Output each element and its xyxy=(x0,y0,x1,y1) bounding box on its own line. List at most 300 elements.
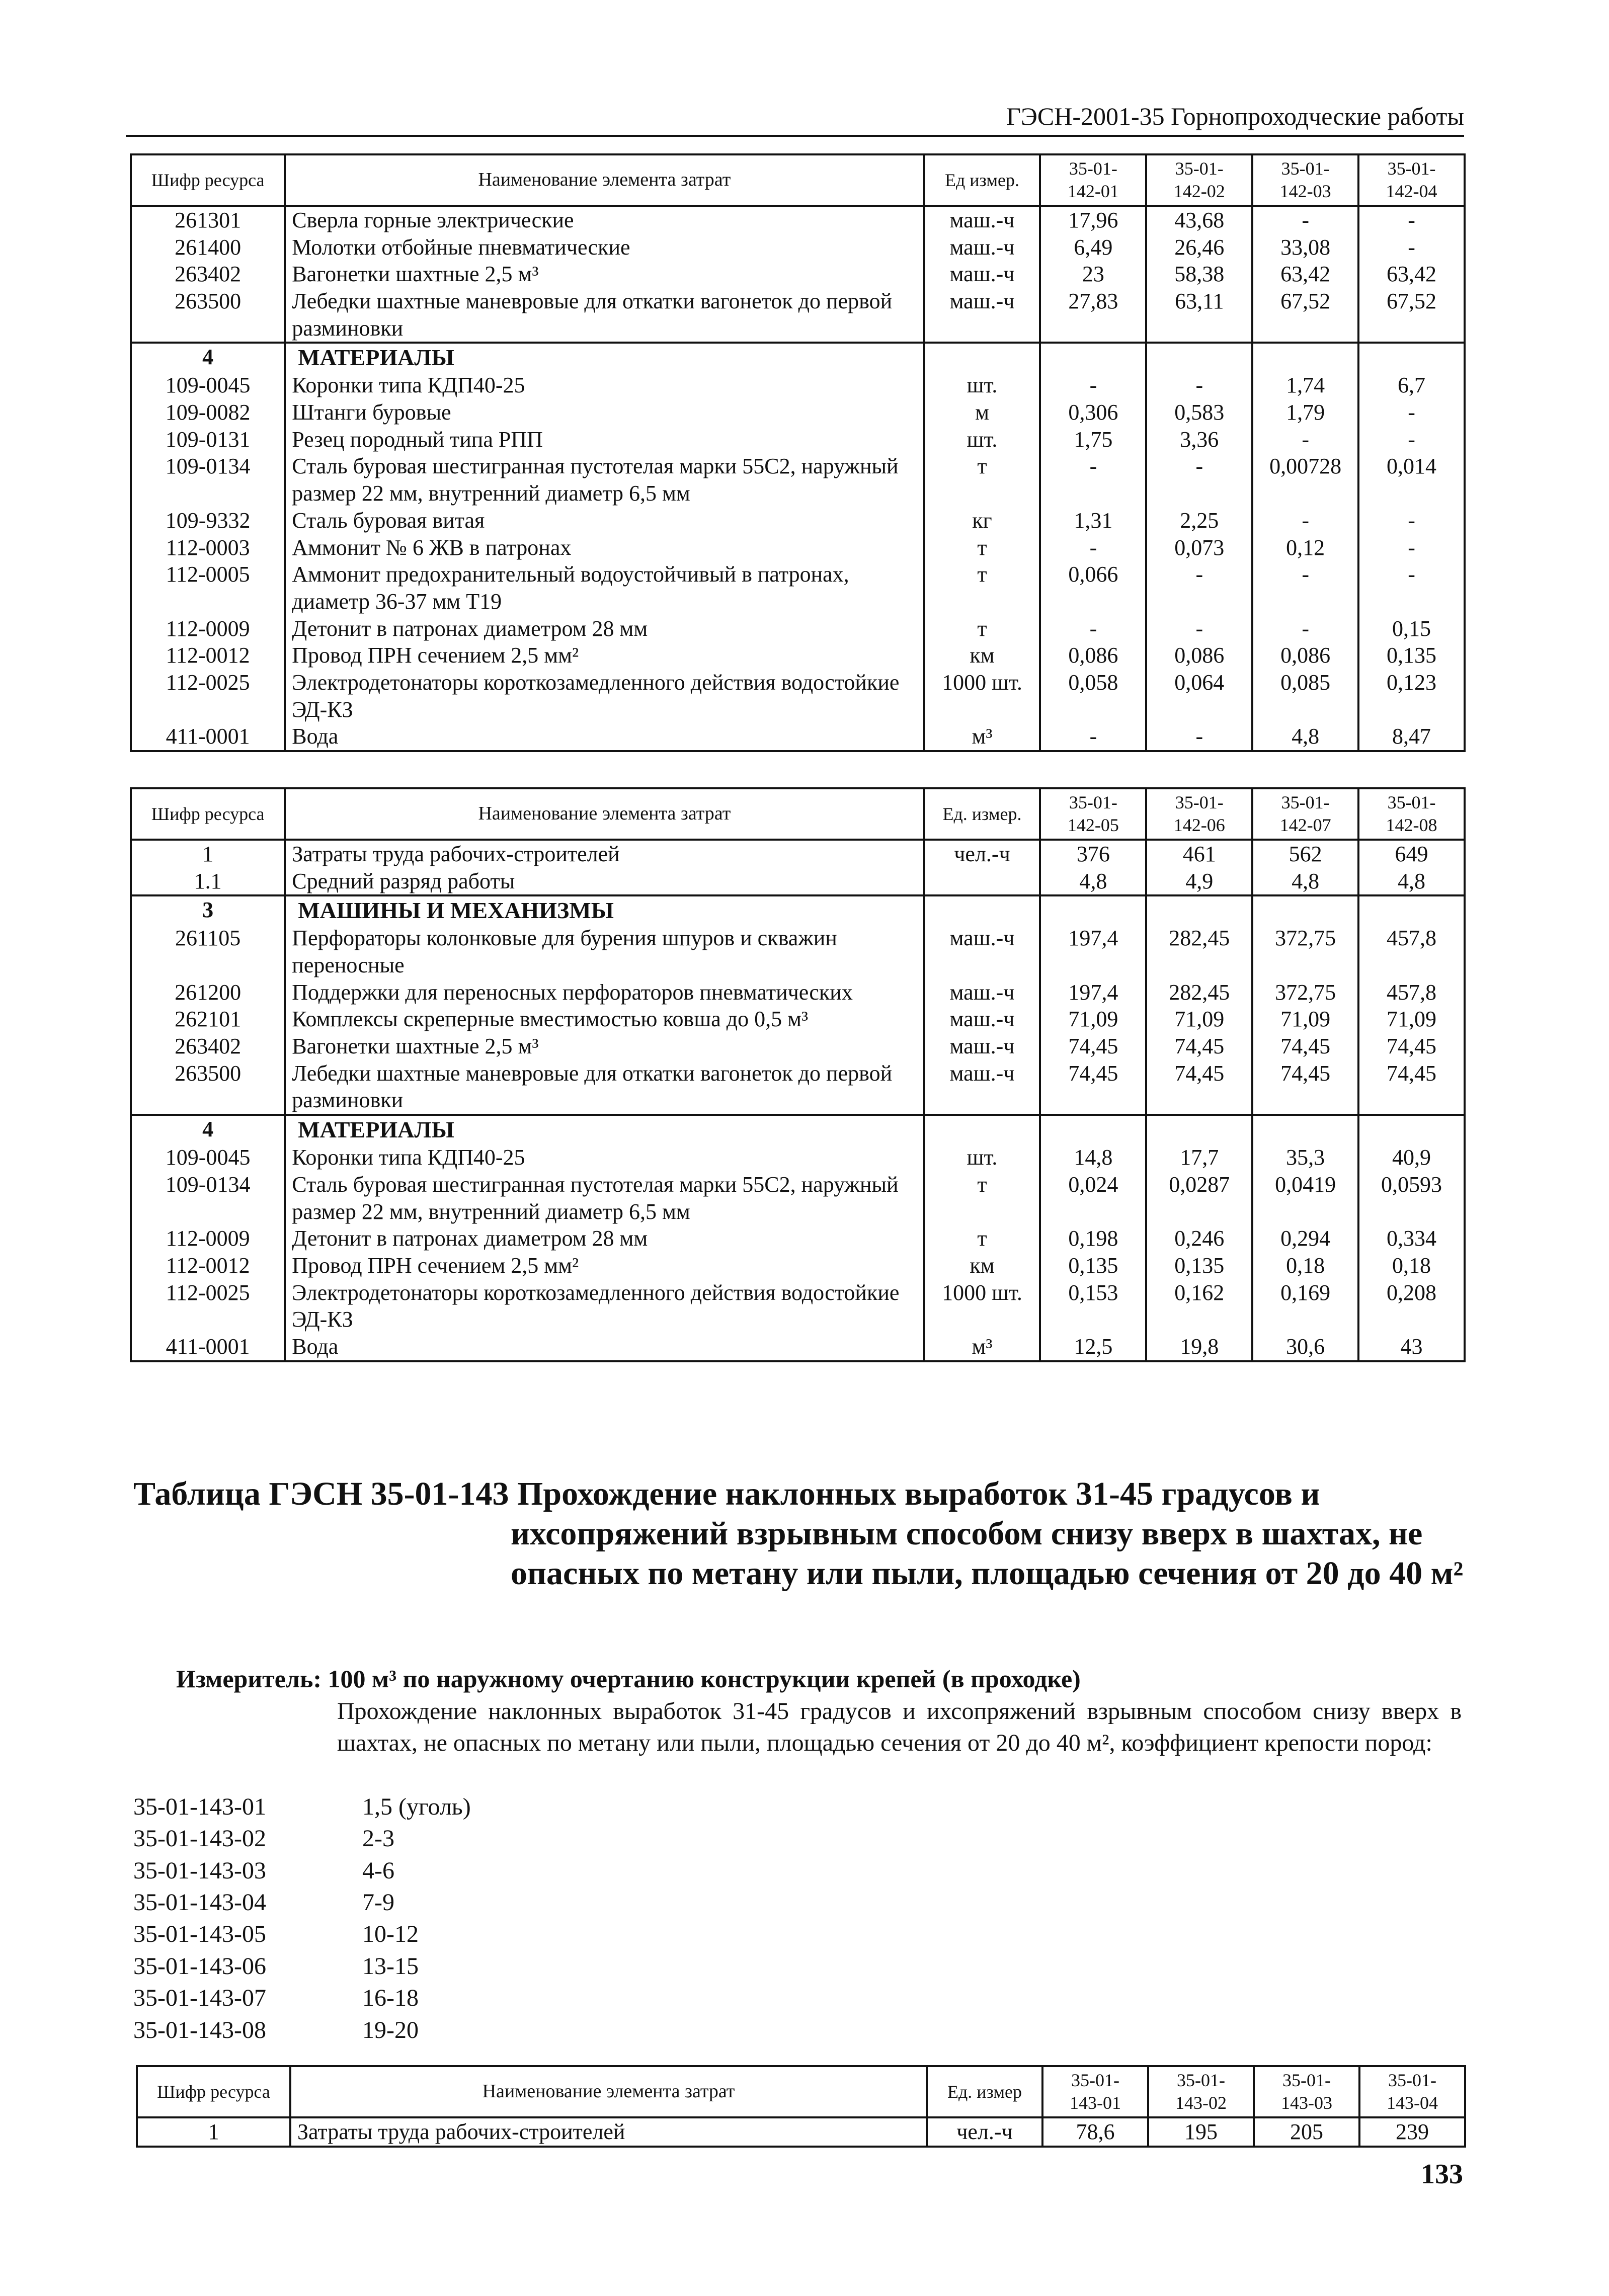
value-cell: 12,5 xyxy=(1040,1333,1146,1361)
unit-cell: маш.-ч xyxy=(924,206,1040,234)
resource-code: 261200 xyxy=(131,979,285,1006)
col-header-name: Наименование элемента затрат xyxy=(285,788,924,840)
value-cell: 58,38 xyxy=(1146,261,1252,288)
table-row xyxy=(137,2117,1465,2147)
unit-cell: маш.-ч xyxy=(924,1033,1040,1060)
unit-cell: маш.-ч xyxy=(924,234,1040,261)
table-row xyxy=(131,206,1465,234)
value-cell: 0,208 xyxy=(1358,1279,1465,1333)
resource-code: 261301 xyxy=(131,206,285,234)
col-header-name: Наименование элемента затрат xyxy=(285,154,924,206)
section-title-line1: Таблица ГЭСН 35-01-143 Прохождение наклонных выработок 31-45 градусов и xyxy=(133,1475,1320,1512)
norm-code-list xyxy=(133,1791,471,2046)
value-cell: 26,46 xyxy=(1146,234,1252,261)
value-cell: 71,09 xyxy=(1358,1006,1465,1033)
resource-name: Детонит в патронах диаметром 28 мм xyxy=(285,615,924,642)
norm-code-value: 13-15 xyxy=(362,1952,419,1980)
col-header-unit: Ед измер. xyxy=(924,154,1040,206)
value-cell: 4,8 xyxy=(1358,868,1465,896)
norm-code: 35-01-143-01 xyxy=(133,1793,266,1820)
resource-name: Лебедки шахтные маневровые для откатки вагонеток до первой разминовки xyxy=(285,1060,924,1115)
value-cell: 0,0287 xyxy=(1146,1171,1252,1225)
col-header-norm: 35-01- 143-03 xyxy=(1254,2066,1359,2117)
resource-code: 4 xyxy=(131,343,285,372)
value-cell: 0,18 xyxy=(1252,1252,1358,1279)
col-header-code: Шифр ресурса xyxy=(131,154,285,206)
norm-code-item xyxy=(133,1855,471,1887)
value-cell xyxy=(1252,343,1358,372)
norm-code: 35-01-143-08 xyxy=(133,2016,266,2043)
resource-name: Аммонит предохранительный водоустойчивый в патронах, диаметр 36-37 мм Т19 xyxy=(285,561,924,615)
value-cell: 461 xyxy=(1146,840,1252,868)
value-cell: 0,306 xyxy=(1040,399,1146,426)
value-cell: - xyxy=(1146,615,1252,642)
value-cell: 71,09 xyxy=(1252,1006,1358,1033)
resource-table-142-05-08 xyxy=(130,787,1466,1362)
table-row xyxy=(131,234,1465,261)
value-cell: - xyxy=(1252,426,1358,453)
resource-name: МАТЕРИАЛЫ xyxy=(285,343,924,372)
running-title: ГЭСН-2001-35 Горнопроходческие работы xyxy=(1006,102,1464,130)
value-cell: 372,75 xyxy=(1252,979,1358,1006)
value-cell: 67,52 xyxy=(1358,288,1465,343)
resource-code: 1 xyxy=(137,2117,290,2147)
unit-cell: т xyxy=(924,453,1040,507)
table-row xyxy=(131,642,1465,669)
resource-name: Лебедки шахтные маневровые для откатки вагонеток до первой разминовки xyxy=(285,288,924,343)
resource-code: 109-0134 xyxy=(131,453,285,507)
value-cell: - xyxy=(1252,507,1358,534)
resource-name: Молотки отбойные пневматические xyxy=(285,234,924,261)
value-cell: - xyxy=(1252,206,1358,234)
value-cell: 19,8 xyxy=(1146,1333,1252,1361)
value-cell: 376 xyxy=(1040,840,1146,868)
value-cell: 74,45 xyxy=(1358,1060,1465,1115)
value-cell: 1,75 xyxy=(1040,426,1146,453)
resource-name: Поддержки для переносных перфораторов пневматических xyxy=(285,979,924,1006)
value-cell: 2,25 xyxy=(1146,507,1252,534)
value-cell: 74,45 xyxy=(1146,1033,1252,1060)
value-cell: 0,135 xyxy=(1146,1252,1252,1279)
value-cell: 457,8 xyxy=(1358,925,1465,978)
col-header-norm: 35-01- 142-04 xyxy=(1358,154,1465,206)
table-row xyxy=(131,426,1465,453)
value-cell: 74,45 xyxy=(1252,1060,1358,1115)
table-row xyxy=(131,840,1465,868)
unit-cell xyxy=(924,895,1040,925)
value-cell: 195 xyxy=(1148,2117,1254,2147)
value-cell: - xyxy=(1358,234,1465,261)
col-header-unit: Ед. измер xyxy=(927,2066,1042,2117)
value-cell: 282,45 xyxy=(1146,979,1252,1006)
value-cell: 30,6 xyxy=(1252,1333,1358,1361)
table-row xyxy=(131,534,1465,561)
norm-code-value: 10-12 xyxy=(362,1921,419,1948)
norm-code: 35-01-143-05 xyxy=(133,1921,266,1948)
value-cell: 3,36 xyxy=(1146,426,1252,453)
table-row xyxy=(131,1225,1465,1252)
resource-name: Вода xyxy=(285,1333,924,1361)
resource-name: Сталь буровая шестигранная пустотелая марки 55С2, наружный размер 22 мм, внутренний диаметр 6,5 мм xyxy=(285,453,924,507)
value-cell: 197,4 xyxy=(1040,925,1146,978)
section-description: Прохождение наклонных выработок 31-45 градусов и ихсопряжений взрывным способом снизу вверх в шахтах, не опасных по метану или пыли, площадью сечения от 20 до 40 м², коэффициент крепости пород: xyxy=(337,1698,1462,1757)
resource-name: Детонит в патронах диаметром 28 мм xyxy=(285,1225,924,1252)
value-cell: 6,49 xyxy=(1040,234,1146,261)
unit-cell: чел.-ч xyxy=(924,840,1040,868)
value-cell: 71,09 xyxy=(1146,1006,1252,1033)
norm-code: 35-01-143-06 xyxy=(133,1952,266,1980)
value-cell: 457,8 xyxy=(1358,979,1465,1006)
section-row xyxy=(131,343,1465,372)
value-cell: - xyxy=(1040,534,1146,561)
table-row xyxy=(131,1033,1465,1060)
table-row xyxy=(131,868,1465,896)
measure-value: 100 м³ по наружному очертанию конструкции крепей (в проходке) xyxy=(328,1665,1081,1693)
table-row xyxy=(131,723,1465,751)
value-cell: 74,45 xyxy=(1040,1060,1146,1115)
table-row xyxy=(131,453,1465,507)
value-cell: 1,74 xyxy=(1252,372,1358,399)
resource-code: 109-0134 xyxy=(131,1171,285,1225)
col-header-norm: 35-01- 143-04 xyxy=(1359,2066,1465,2117)
resource-code: 262101 xyxy=(131,1006,285,1033)
unit-cell xyxy=(924,343,1040,372)
resource-code: 3 xyxy=(131,895,285,925)
value-cell: 4,9 xyxy=(1146,868,1252,896)
norm-code: 35-01-143-07 xyxy=(133,1985,266,2012)
resource-code: 263500 xyxy=(131,1060,285,1115)
value-cell: 0,0593 xyxy=(1358,1171,1465,1225)
norm-code: 35-01-143-03 xyxy=(133,1857,266,1884)
unit-cell: т xyxy=(924,534,1040,561)
value-cell: - xyxy=(1146,723,1252,751)
unit-cell: маш.-ч xyxy=(924,925,1040,978)
value-cell: 649 xyxy=(1358,840,1465,868)
value-cell: 0,135 xyxy=(1040,1252,1146,1279)
resource-code: 109-9332 xyxy=(131,507,285,534)
unit-cell: маш.-ч xyxy=(924,288,1040,343)
value-cell: 0,135 xyxy=(1358,642,1465,669)
value-cell: - xyxy=(1040,615,1146,642)
col-header-norm: 35-01- 142-03 xyxy=(1252,154,1358,206)
col-header-norm: 35-01- 142-01 xyxy=(1040,154,1146,206)
table-row xyxy=(131,1060,1465,1115)
value-cell: 23 xyxy=(1040,261,1146,288)
value-cell xyxy=(1040,343,1146,372)
unit-cell: шт. xyxy=(924,426,1040,453)
col-header-unit: Ед. измер. xyxy=(924,788,1040,840)
unit-cell xyxy=(924,1115,1040,1144)
unit-cell: шт. xyxy=(924,1144,1040,1171)
value-cell: 0,153 xyxy=(1040,1279,1146,1333)
resource-name: Комплексы скреперные вместимостью ковша до 0,5 м³ xyxy=(285,1006,924,1033)
value-cell xyxy=(1358,343,1465,372)
value-cell: 74,45 xyxy=(1040,1033,1146,1060)
resource-name: Перфораторы колонковые для бурения шпуров и скважин переносные xyxy=(285,925,924,978)
resource-name: Вода xyxy=(285,723,924,751)
resource-name: Сверла горные электрические xyxy=(285,206,924,234)
resource-code: 109-0131 xyxy=(131,426,285,453)
value-cell: - xyxy=(1358,534,1465,561)
value-cell: 372,75 xyxy=(1252,925,1358,978)
value-cell: 6,7 xyxy=(1358,372,1465,399)
table-row xyxy=(131,1252,1465,1279)
value-cell: 205 xyxy=(1254,2117,1359,2147)
resource-name: Электродетонаторы короткозамедленного действия водостойкие ЭД-КЗ xyxy=(285,669,924,723)
value-cell: 0,064 xyxy=(1146,669,1252,723)
table-row xyxy=(131,1333,1465,1361)
section-row xyxy=(131,1115,1465,1144)
value-cell xyxy=(1146,343,1252,372)
resource-table-143-01-04 xyxy=(136,2065,1466,2148)
norm-code-value: 4-6 xyxy=(362,1857,394,1884)
value-cell: - xyxy=(1146,561,1252,615)
value-cell: 71,09 xyxy=(1040,1006,1146,1033)
value-cell: 282,45 xyxy=(1146,925,1252,978)
value-cell: 0,169 xyxy=(1252,1279,1358,1333)
resource-code: 263500 xyxy=(131,288,285,343)
unit-cell: 1000 шт. xyxy=(924,669,1040,723)
value-cell: 0,123 xyxy=(1358,669,1465,723)
value-cell: 35,3 xyxy=(1252,1144,1358,1171)
value-cell: - xyxy=(1040,723,1146,751)
norm-code-item xyxy=(133,2014,471,2046)
col-header-norm: 35-01- 142-02 xyxy=(1146,154,1252,206)
value-cell: - xyxy=(1358,206,1465,234)
unit-cell xyxy=(924,868,1040,896)
value-cell: 67,52 xyxy=(1252,288,1358,343)
table-row xyxy=(131,925,1465,978)
resource-name: Сталь буровая шестигранная пустотелая марки 55С2, наружный размер 22 мм, внутренний диаметр 6,5 мм xyxy=(285,1171,924,1225)
value-cell: 0,014 xyxy=(1358,453,1465,507)
value-cell: 43,68 xyxy=(1146,206,1252,234)
value-cell: 27,83 xyxy=(1040,288,1146,343)
unit-cell: т xyxy=(924,1171,1040,1225)
resource-code: 112-0009 xyxy=(131,615,285,642)
norm-code-value: 2-3 xyxy=(362,1825,394,1852)
value-cell: 1,31 xyxy=(1040,507,1146,534)
table-row xyxy=(131,979,1465,1006)
table-row xyxy=(131,399,1465,426)
table-row xyxy=(131,1144,1465,1171)
resource-name: Коронки типа КДП40-25 xyxy=(285,1144,924,1171)
resource-code: 112-0025 xyxy=(131,1279,285,1333)
resource-code: 109-0045 xyxy=(131,1144,285,1171)
col-header-norm: 35-01- 142-05 xyxy=(1040,788,1146,840)
value-cell: 0,086 xyxy=(1040,642,1146,669)
unit-cell: шт. xyxy=(924,372,1040,399)
resource-name: Провод ПРН сечением 2,5 мм² xyxy=(285,642,924,669)
norm-code-item xyxy=(133,1950,471,1982)
unit-cell: маш.-ч xyxy=(924,261,1040,288)
table-row xyxy=(131,372,1465,399)
value-cell: 0,162 xyxy=(1146,1279,1252,1333)
norm-code: 35-01-143-04 xyxy=(133,1889,266,1916)
col-header-code: Шифр ресурса xyxy=(131,788,285,840)
table-row xyxy=(131,615,1465,642)
resource-code: 261105 xyxy=(131,925,285,978)
value-cell: 14,8 xyxy=(1040,1144,1146,1171)
value-cell: 74,45 xyxy=(1358,1033,1465,1060)
table-row xyxy=(131,1171,1465,1225)
table-row xyxy=(131,1006,1465,1033)
resource-code: 261400 xyxy=(131,234,285,261)
resource-code: 112-0025 xyxy=(131,669,285,723)
table-row xyxy=(131,261,1465,288)
norm-code: 35-01-143-02 xyxy=(133,1825,266,1852)
value-cell: 33,08 xyxy=(1252,234,1358,261)
resource-name: Средний разряд работы xyxy=(285,868,924,896)
unit-cell: м³ xyxy=(924,723,1040,751)
value-cell xyxy=(1358,895,1465,925)
table-row xyxy=(131,669,1465,723)
norm-code-value: 1,5 (уголь) xyxy=(362,1793,471,1820)
value-cell: 0,198 xyxy=(1040,1225,1146,1252)
value-cell: 0,00728 xyxy=(1252,453,1358,507)
resource-code: 112-0012 xyxy=(131,642,285,669)
norm-code-value: 7-9 xyxy=(362,1889,394,1916)
unit-cell: 1000 шт. xyxy=(924,1279,1040,1333)
norm-code-item xyxy=(133,1823,471,1854)
value-cell: 0,294 xyxy=(1252,1225,1358,1252)
unit-cell: км xyxy=(924,642,1040,669)
resource-code: 411-0001 xyxy=(131,1333,285,1361)
unit-cell: т xyxy=(924,561,1040,615)
resource-name: Вагонетки шахтные 2,5 м³ xyxy=(285,1033,924,1060)
norm-code-item xyxy=(133,1918,471,1950)
unit-cell: маш.-ч xyxy=(924,1006,1040,1033)
unit-cell: м³ xyxy=(924,1333,1040,1361)
col-header-name: Наименование элемента затрат xyxy=(290,2066,927,2117)
value-cell: 74,45 xyxy=(1146,1060,1252,1115)
col-header-norm: 35-01- 142-06 xyxy=(1146,788,1252,840)
norm-code-value: 16-18 xyxy=(362,1985,419,2012)
resource-code: 112-0012 xyxy=(131,1252,285,1279)
col-header-norm: 35-01- 143-02 xyxy=(1148,2066,1254,2117)
resource-name: МАШИНЫ И МЕХАНИЗМЫ xyxy=(285,895,924,925)
value-cell: 0,12 xyxy=(1252,534,1358,561)
value-cell: 0,058 xyxy=(1040,669,1146,723)
measure-label: Измеритель: xyxy=(176,1665,322,1693)
resource-code: 112-0003 xyxy=(131,534,285,561)
value-cell: - xyxy=(1358,561,1465,615)
value-cell: 17,96 xyxy=(1040,206,1146,234)
col-header-norm: 35-01- 142-08 xyxy=(1358,788,1465,840)
value-cell: 74,45 xyxy=(1252,1033,1358,1060)
value-cell: - xyxy=(1252,615,1358,642)
value-cell xyxy=(1358,1115,1465,1144)
col-header-norm: 35-01- 143-01 xyxy=(1042,2066,1148,2117)
value-cell: 63,42 xyxy=(1358,261,1465,288)
resource-name: Затраты труда рабочих-строителей xyxy=(285,840,924,868)
value-cell: 239 xyxy=(1359,2117,1465,2147)
value-cell: 0,15 xyxy=(1358,615,1465,642)
resource-name: Аммонит № 6 ЖВ в патронах xyxy=(285,534,924,561)
resource-name: МАТЕРИАЛЫ xyxy=(285,1115,924,1144)
value-cell: 78,6 xyxy=(1042,2117,1148,2147)
resource-name: Резец породный типа РПП xyxy=(285,426,924,453)
value-cell: - xyxy=(1358,426,1465,453)
value-cell: 0,583 xyxy=(1146,399,1252,426)
value-cell: - xyxy=(1146,453,1252,507)
value-cell: - xyxy=(1358,507,1465,534)
resource-code: 4 xyxy=(131,1115,285,1144)
resource-code: 411-0001 xyxy=(131,723,285,751)
table-row xyxy=(131,288,1465,343)
value-cell: 0,246 xyxy=(1146,1225,1252,1252)
resource-code: 112-0005 xyxy=(131,561,285,615)
value-cell: 4,8 xyxy=(1252,868,1358,896)
unit-cell: км xyxy=(924,1252,1040,1279)
norm-code-value: 19-20 xyxy=(362,2016,419,2043)
resource-name: Штанги буровые xyxy=(285,399,924,426)
value-cell: - xyxy=(1146,372,1252,399)
value-cell: 40,9 xyxy=(1358,1144,1465,1171)
norm-code-item xyxy=(133,1982,471,2014)
value-cell: 0,024 xyxy=(1040,1171,1146,1225)
resource-name: Провод ПРН сечением 2,5 мм² xyxy=(285,1252,924,1279)
value-cell: 0,066 xyxy=(1040,561,1146,615)
value-cell xyxy=(1252,1115,1358,1144)
value-cell: - xyxy=(1040,372,1146,399)
unit-cell: чел.-ч xyxy=(927,2117,1042,2147)
value-cell: 0,073 xyxy=(1146,534,1252,561)
table-row xyxy=(131,561,1465,615)
value-cell: 0,086 xyxy=(1252,642,1358,669)
value-cell: 0,085 xyxy=(1252,669,1358,723)
resource-code: 109-0045 xyxy=(131,372,285,399)
value-cell: - xyxy=(1040,453,1146,507)
value-cell xyxy=(1040,1115,1146,1144)
resource-name: Коронки типа КДП40-25 xyxy=(285,372,924,399)
norm-code-item xyxy=(133,1887,471,1918)
resource-table-142-01-04 xyxy=(130,153,1466,752)
value-cell: 1,79 xyxy=(1252,399,1358,426)
value-cell xyxy=(1040,895,1146,925)
value-cell: 562 xyxy=(1252,840,1358,868)
value-cell: - xyxy=(1358,399,1465,426)
col-header-code: Шифр ресурса xyxy=(137,2066,290,2117)
value-cell: 4,8 xyxy=(1040,868,1146,896)
table-row xyxy=(131,1279,1465,1333)
resource-code: 263402 xyxy=(131,1033,285,1060)
measure-line xyxy=(176,1664,1081,1693)
resource-code: 112-0009 xyxy=(131,1225,285,1252)
value-cell: 63,42 xyxy=(1252,261,1358,288)
resource-code: 1.1 xyxy=(131,868,285,896)
value-cell xyxy=(1146,1115,1252,1144)
unit-cell: маш.-ч xyxy=(924,979,1040,1006)
value-cell: 43 xyxy=(1358,1333,1465,1361)
resource-code: 263402 xyxy=(131,261,285,288)
running-header xyxy=(126,96,1464,137)
section-title xyxy=(133,1474,1492,1594)
unit-cell: маш.-ч xyxy=(924,1060,1040,1115)
value-cell: 4,8 xyxy=(1252,723,1358,751)
value-cell: 0,18 xyxy=(1358,1252,1465,1279)
resource-name: Электродетонаторы короткозамедленного действия водостойкие ЭД-КЗ xyxy=(285,1279,924,1333)
resource-code: 1 xyxy=(131,840,285,868)
unit-cell: кг xyxy=(924,507,1040,534)
section-row xyxy=(131,895,1465,925)
value-cell: 0,0419 xyxy=(1252,1171,1358,1225)
page-number: 133 xyxy=(1421,2159,1463,2190)
resource-name: Сталь буровая витая xyxy=(285,507,924,534)
value-cell: 8,47 xyxy=(1358,723,1465,751)
resource-name: Вагонетки шахтные 2,5 м³ xyxy=(285,261,924,288)
section-title-rest: ихсопряжений взрывным способом снизу вверх в шахтах, не опасных по метану или пыли, площадью сечения от 20 до 40 м² xyxy=(511,1515,1464,1592)
resource-code: 109-0082 xyxy=(131,399,285,426)
